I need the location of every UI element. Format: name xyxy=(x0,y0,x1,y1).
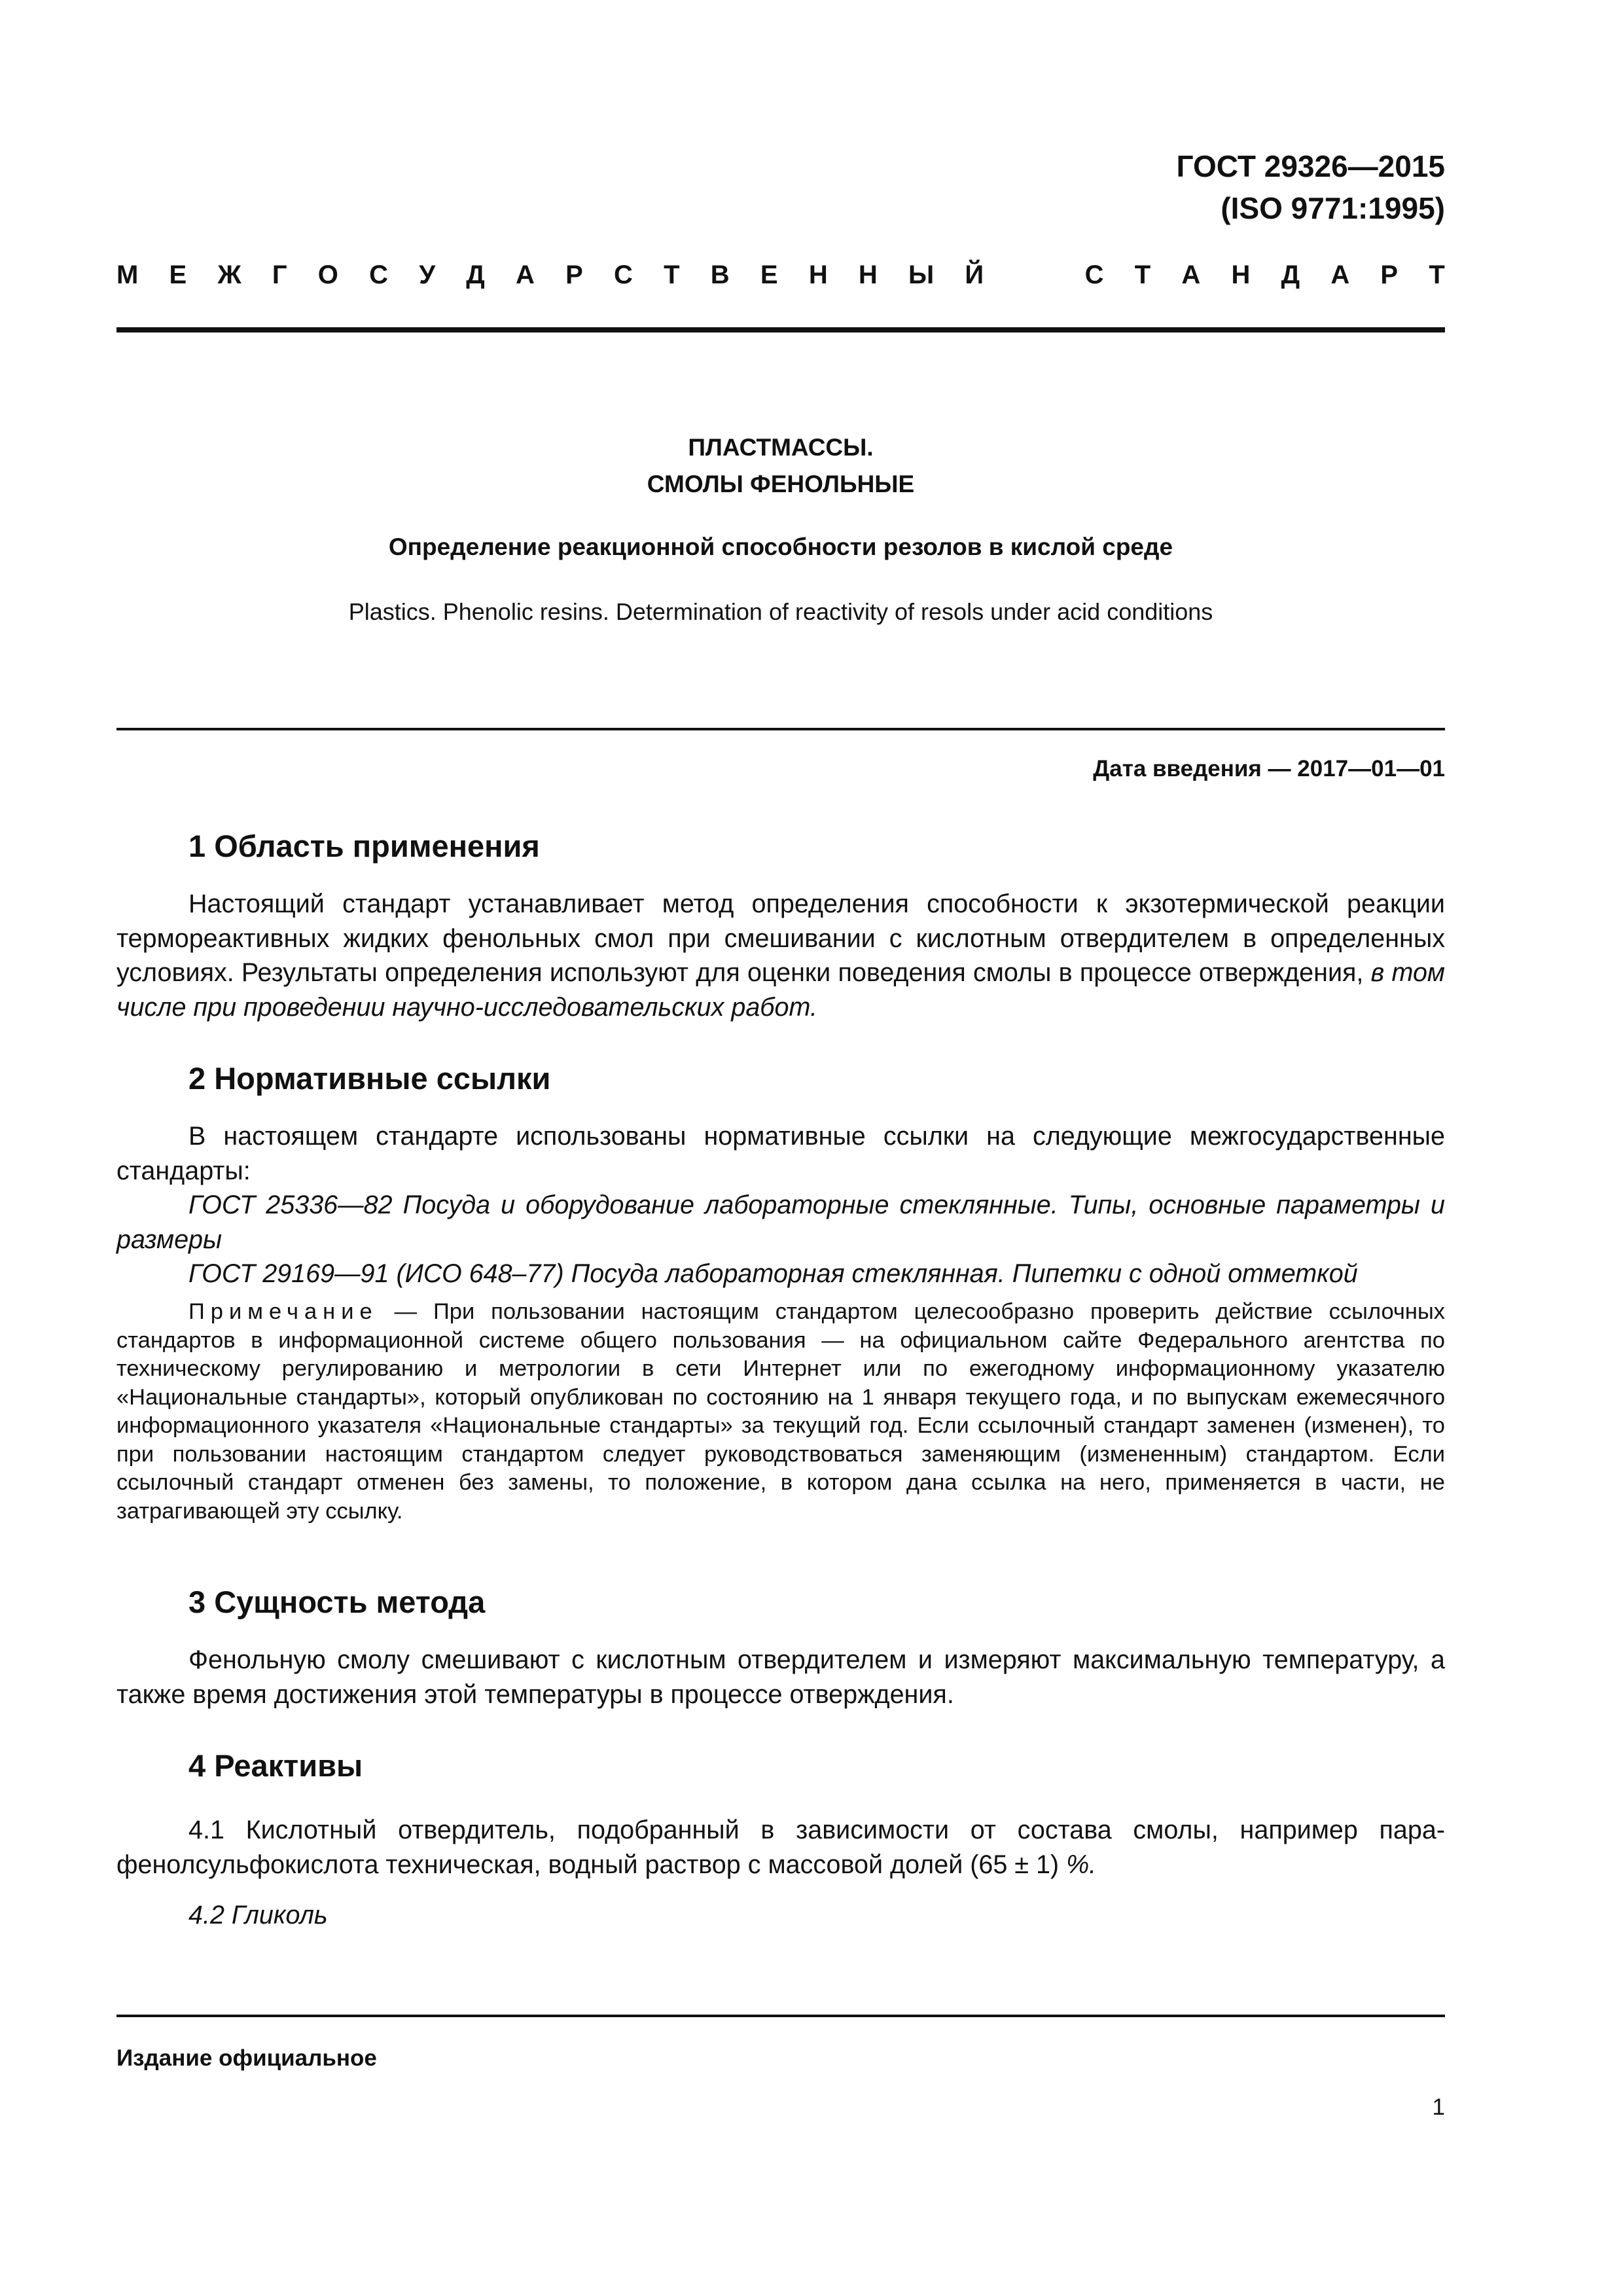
item-4-1-text: 4.1 Кислотный отвердитель, подобранный в зависимости от состава смолы, например пара-фенолсульфокислота техническая, водный раствор с массовой долей (65 ± 1) xyxy=(116,1816,1445,1879)
banner-letter: Е xyxy=(760,260,778,289)
banner-letter: Т xyxy=(1429,260,1445,289)
banner-letter: Ж xyxy=(217,260,241,289)
section-1-body: Настоящий стандарт устанавливает метод определения способности к экзотермической реакции термореактивных жидких фенольных смол при смешивании с кислотным отвердителем в определенных условиях. Результаты определения используют для оценки поведения смолы в процессе отверждения, xyxy=(116,889,1445,987)
iso-reference: (ISO 9771:1995) xyxy=(1221,191,1445,225)
item-4-2-text: 4.2 Гликоль xyxy=(188,1901,328,1929)
banner-letter: В xyxy=(710,260,730,289)
banner-letter: А xyxy=(516,260,535,289)
reference-1-text: ГОСТ 25336—82 Посуда и оборудование лабораторные стеклянные. Типы, основные параметры и размеры xyxy=(116,1191,1445,1254)
section-4-item-1 xyxy=(116,1813,1445,1882)
banner-letter: Т xyxy=(1134,260,1151,289)
section-4-heading: 4 Реактивы xyxy=(188,1748,363,1783)
section-4-item-2 xyxy=(116,1898,1445,1933)
title-line-2: СМОЛЫ ФЕНОЛЬНЫЕ xyxy=(647,471,915,497)
section-2-note xyxy=(116,1298,1445,1526)
header-divider-thick xyxy=(116,327,1445,332)
banner-letter: С xyxy=(1084,260,1104,289)
banner-letter: А xyxy=(1181,260,1201,289)
banner-letter: Р xyxy=(565,260,583,289)
title-line-1: ПЛАСТМАССЫ. xyxy=(688,434,874,461)
note-text: — При пользовании настоящим стандартом целесообразно проверить действие ссылочных стандартов в информационной системе общего пользования — на официальном сайте Федерального агентства по техническому регулированию и метрологии в сети Интернет или по ежегодному информационному указателю «Национальные стандарты», который опубликован по состоянию на 1 января текущего года, и по выпускам ежемесячного информационного указателя «Национальные стандарты» за текущий год. Если ссылочный стандарт заменен (изменен), то при пользовании настоящим стандартом следует руководствоваться заменяющим (измененным) стандартом. Если ссылочный стандарт отменен без замены, то положение, в котором дана ссылка на него, применяется в части, не затрагивающей эту ссылку. xyxy=(116,1299,1445,1524)
section-2-intro-text: В настоящем стандарте использованы нормативные ссылки на следующие межгосударственные стандарты: xyxy=(116,1122,1445,1185)
standard-number: ГОСТ 29326—2015 xyxy=(1176,149,1445,183)
banner-letter: Д xyxy=(466,260,485,289)
banner-letter: Р xyxy=(1380,260,1399,289)
banner-letter: Г xyxy=(272,260,287,289)
introduction-date: Дата введения — 2017—01—01 xyxy=(1093,756,1445,781)
title-divider xyxy=(116,728,1445,730)
banner-letter: А xyxy=(1330,260,1350,289)
banner-letter: Ы xyxy=(908,260,935,289)
banner-letter: Й xyxy=(965,260,984,289)
banner-letter: Т xyxy=(664,260,680,289)
banner-letter: О xyxy=(317,260,338,289)
note-label: Примечание xyxy=(188,1299,378,1324)
section-2-heading: 2 Нормативные ссылки xyxy=(188,1061,551,1096)
reference-2-text: ГОСТ 29169—91 (ИСО 648–77) Посуда лабораторная стеклянная. Пипетки с одной отметкой xyxy=(188,1259,1358,1288)
banner-letter: У xyxy=(419,260,436,289)
section-1-text xyxy=(116,887,1445,1024)
banner-letter: Н xyxy=(858,260,878,289)
normative-reference-2 xyxy=(116,1257,1445,1291)
banner-letter: Е xyxy=(169,260,187,289)
banner-letter: С xyxy=(614,260,633,289)
section-3-body: Фенольную смолу смешивают с кислотным отвердителем и измеряют максимальную температуру, а также время достижения этой температуры в процессе отверждения. xyxy=(116,1645,1445,1709)
official-edition-label: Издание официальное xyxy=(116,2045,377,2071)
interstate-standard-banner xyxy=(116,255,1445,295)
section-3-text xyxy=(116,1643,1445,1712)
item-4-1-unit: %. xyxy=(1066,1850,1097,1879)
english-title: Plastics. Phenolic resins. Determination of reactivity of resols under acid conditions xyxy=(348,598,1213,625)
section-1-heading: 1 Область применения xyxy=(188,829,540,863)
banner-letter: С xyxy=(369,260,388,289)
section-3-heading: 3 Сущность метода xyxy=(188,1585,486,1619)
normative-reference-1 xyxy=(116,1188,1445,1257)
banner-letter: М xyxy=(116,260,139,289)
banner-letter: Д xyxy=(1281,260,1300,289)
section-1-italic: в том числе при проведении научно-исследовательских работ. xyxy=(116,958,1445,1022)
footer-divider xyxy=(116,2015,1445,2017)
section-2-intro xyxy=(116,1119,1445,1188)
page-number: 1 xyxy=(1432,2094,1445,2120)
banner-letter: Н xyxy=(1231,260,1251,289)
banner-letter: Н xyxy=(808,260,828,289)
subtitle: Определение реакционной способности резолов в кислой среде xyxy=(388,533,1173,560)
